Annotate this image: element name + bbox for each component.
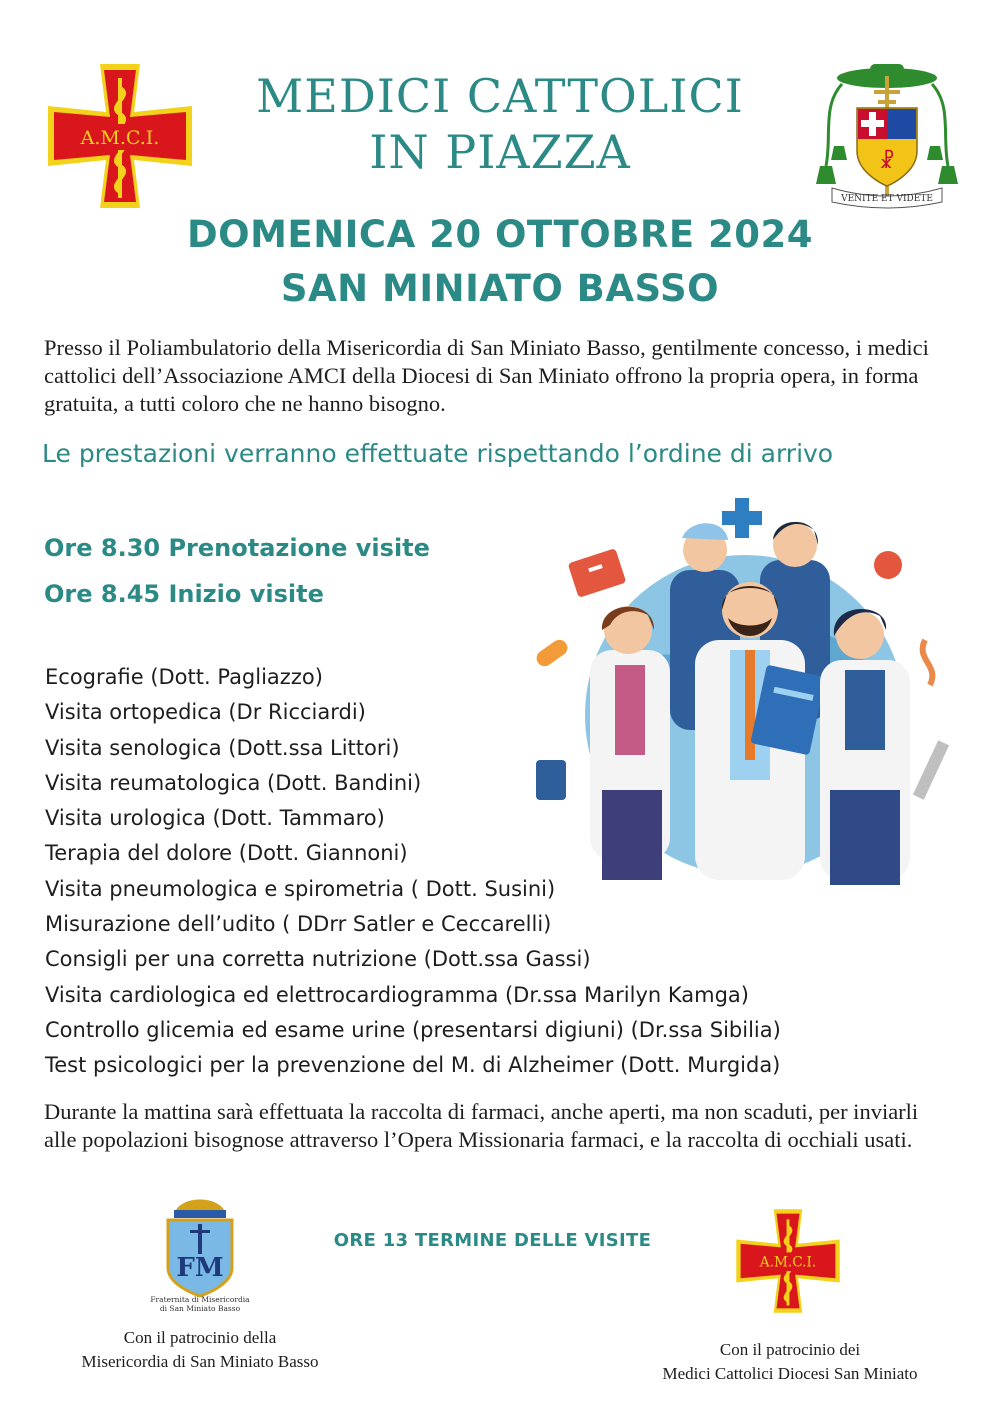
amci-logo-bottom: [732, 1205, 844, 1317]
amci-logo-text: A.M.C.I.: [80, 127, 160, 149]
list-item: Visita ortopedica (Dr Ricciardi): [45, 700, 366, 725]
misericordia-logo: [140, 1196, 260, 1314]
list-item: Visita urologica (Dott. Tammaro): [45, 806, 385, 831]
bishop-motto: VENITE ET VIDETE: [841, 194, 933, 204]
start-time: Ore 8.45 Inizio visite: [44, 580, 324, 608]
event-date: DOMENICA 20 OTTOBRE 2024: [186, 213, 814, 256]
patronage-right: [630, 1338, 950, 1386]
list-item: Misurazione dell’udito ( DDrr Satler e Ceccarelli): [45, 912, 552, 937]
patronage-left-line-2: Misericordia di San Miniato Basso: [81, 1352, 319, 1371]
bishop-coat-of-arms: [812, 56, 962, 214]
amci-logo-bottom-text: A.M.C.I.: [759, 1254, 817, 1271]
svg-text:☧: ☧: [879, 149, 895, 173]
end-time: ORE 13 TERMINE DELLE VISITE: [333, 1230, 652, 1251]
title-line-2: IN PIAZZA: [369, 125, 631, 179]
misericordia-caption-2: di San Miniato Basso: [159, 1304, 241, 1313]
services-list: [45, 660, 925, 1084]
collection-note: Durante la mattina sarà effettuata la raccolta di farmaci, anche aperti, ma non scaduti, per inviarli alle popolazioni bisognose attraverso l’Opera Missionaria farmaci, e la raccolta di occhiali usati.: [44, 1099, 919, 1152]
patronage-right-line-1: Con il patrocinio dei: [719, 1340, 861, 1359]
patronage-right-line-2: Medici Cattolici Diocesi San Miniato: [662, 1364, 918, 1383]
amci-logo: [42, 60, 198, 212]
misericordia-letters: FM: [176, 1253, 224, 1283]
list-item: Controllo glicemia ed esame urine (presentarsi digiuni) (Dr.ssa Sibilia): [45, 1017, 781, 1042]
list-item: Visita reumatologica (Dott. Bandini): [45, 770, 422, 795]
list-item: Visita senologica (Dott.ssa Littori): [45, 735, 400, 760]
list-item: Test psicologici per la prevenzione del M. di Alzheimer (Dott. Murgida): [45, 1053, 781, 1078]
title-line-1: MEDICI CATTOLICI: [256, 69, 744, 123]
booking-time: Ore 8.30 Prenotazione visite: [44, 534, 430, 562]
event-place: SAN MINIATO BASSO: [280, 267, 720, 310]
order-note: Le prestazioni verranno effettuate rispettando l’ordine di arrivo: [42, 439, 834, 468]
list-item: Terapia del dolore (Dott. Giannoni): [45, 841, 408, 866]
list-item: Consigli per una corretta nutrizione (Dott.ssa Gassi): [45, 947, 591, 972]
patronage-left: [40, 1326, 360, 1374]
list-item: Visita cardiologica ed elettrocardiogramma (Dr.ssa Marilyn Kamga): [45, 982, 749, 1007]
list-item: Ecografie (Dott. Pagliazzo): [45, 665, 323, 689]
list-item: Visita pneumologica e spirometria ( Dott. Susini): [45, 876, 556, 901]
intro-paragraph: Presso il Poliambulatorio della Misericordia di San Miniato Basso, gentilmente concesso, i medici cattolici dell’Associazione AMCI della Diocesi di San Miniato offrono la propria opera, in forma gratuita, a tutti coloro che ne hanno bisogno.: [44, 335, 929, 416]
misericordia-caption-1: Fraternita di Misericordia: [150, 1295, 250, 1304]
patronage-left-line-1: Con il patrocinio della: [123, 1328, 277, 1347]
